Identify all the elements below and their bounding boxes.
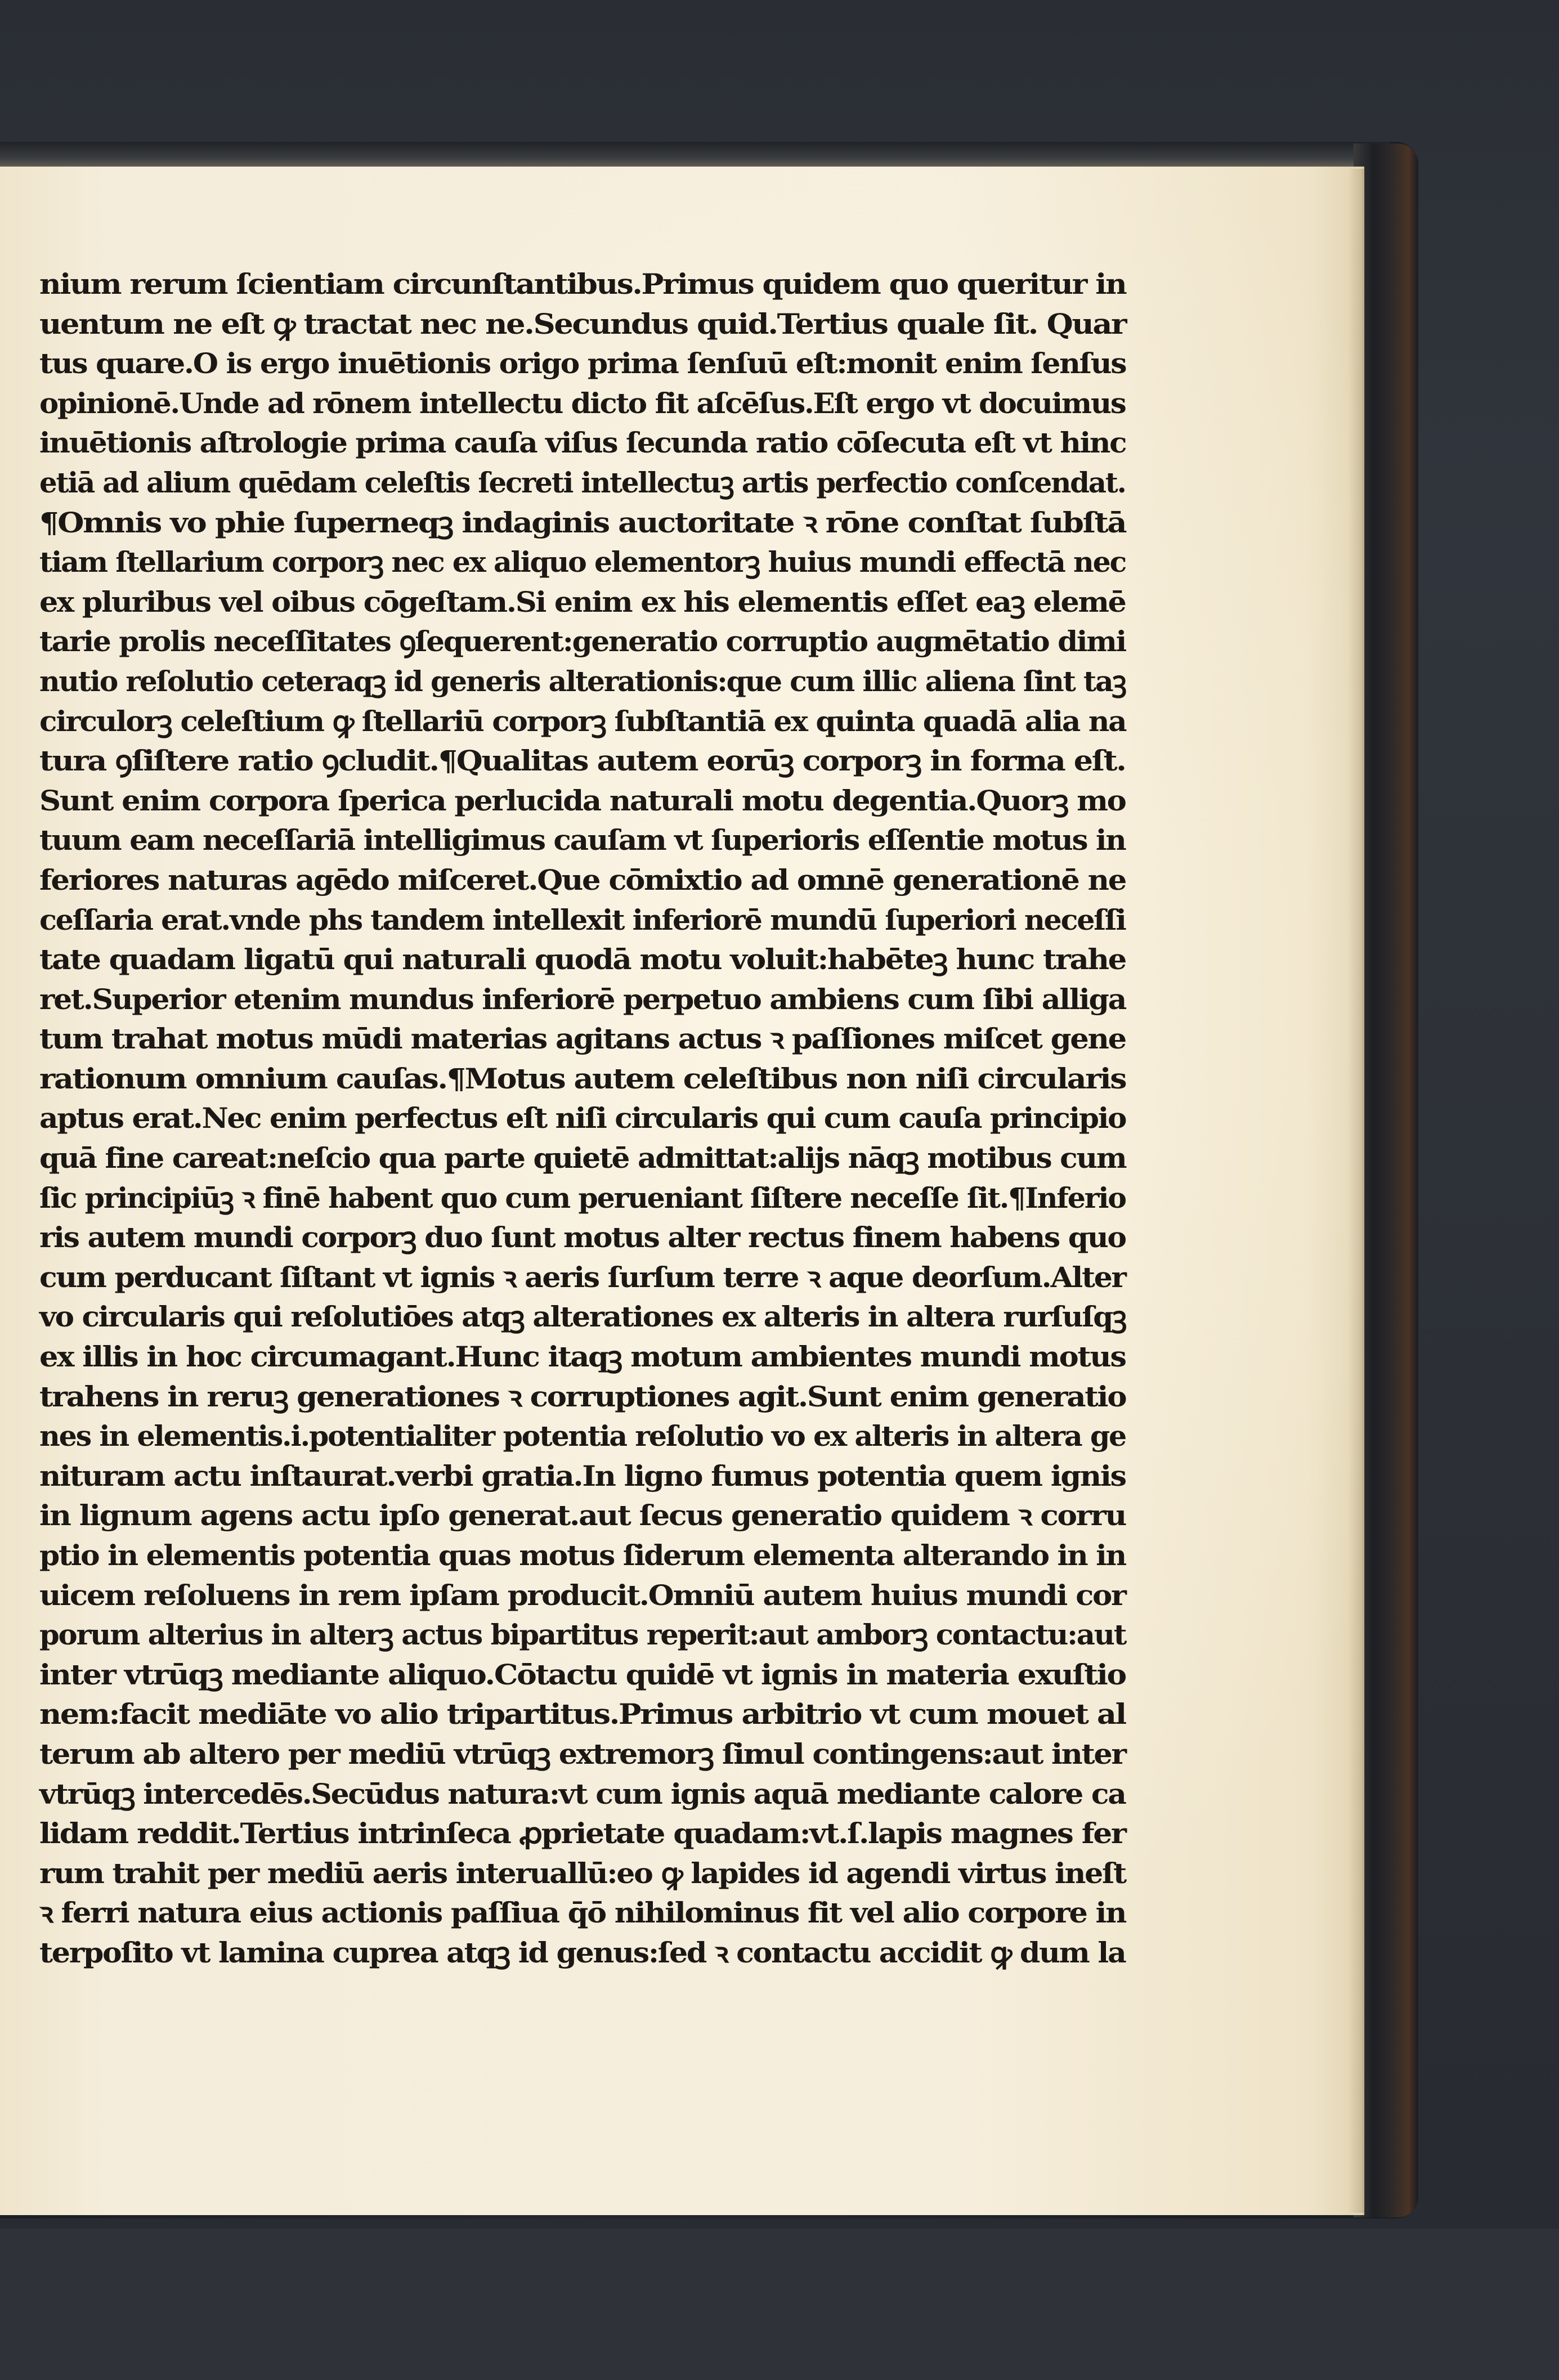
text-line: vtrūqꝫ intercedēs.Secūdus natura:vt cum ignis aquā mediante calore ca [39, 1777, 1126, 1810]
text-line: tiam ſtellarium corporꝫ nec ex aliquo elementorꝫ huius mundi effectā nec [39, 545, 1126, 579]
text-line: ret.Superior etenim mundus inferiorē perpetuo ambiens cum ſibi alliga [39, 982, 1126, 1016]
text-line: cum perducant ſiſtant vt ignis ꝛ aeris ſurſum terre ꝛ aque deorſum.Alter [39, 1260, 1126, 1294]
text-line: rum trahit per mediū aeris interuallū:eo ꝙ lapides id agendi virtus ineſt [39, 1856, 1126, 1890]
text-line: inter vtrūqꝫ mediante aliquo.Cōtactu quidē vt ignis in materia exuſtio [39, 1657, 1126, 1691]
book-cover-top-edge [0, 142, 1390, 169]
text-line: Sunt enim corpora ſperica perlucida naturali motu degentia.Quorꝫ mo [39, 783, 1126, 817]
text-line: nutio reſolutio ceteraqꝫ id generis alterationis:que cum illic aliena ſint taꝫ [39, 664, 1126, 698]
text-line: ceſſaria erat.vnde phs tandem intellexit inferiorē mundū ſuperiori neceſſi [39, 903, 1126, 936]
text-line: tum trahat motus mūdi materias agitans actus ꝛ paſſiones miſcet gene [39, 1022, 1126, 1056]
text-line: inuētionis aſtrologie prima cauſa viſus ſecunda ratio cōſecuta eſt vt hinc [39, 426, 1126, 460]
text-line: in lignum agens actu ipſo generat.aut ſecus generatio quidem ꝛ corru [39, 1499, 1126, 1532]
text-line: uicem reſoluens in rem ipſam producit.Omniū autem huius mundi cor [39, 1578, 1126, 1612]
text-line: nium rerum ſcientiam circunſtantibus.Primus quidem quo queritur in [39, 267, 1126, 301]
text-line: ris autem mundi corporꝫ duo ſunt motus alter rectus finem habens quo [39, 1221, 1126, 1254]
text-line: nes in elementis.i.potentialiter potentia reſolutio vo ex alteris in altera ge [39, 1419, 1126, 1453]
text-line: trahens in reruꝫ generationes ꝛ corruptiones agit.Sunt enim generatio [39, 1379, 1126, 1413]
text-line: aptus erat.Nec enim perfectus eſt niſi circularis qui cum cauſa principio [39, 1101, 1126, 1135]
text-line: tuum eam neceſſariā intelligimus cauſam vt ſuperioris eſſentie motus in [39, 823, 1126, 857]
text-line: porum alterius in alterꝫ actus bipartitus reperit:aut amborꝫ contactu:aut [39, 1618, 1126, 1652]
text-line: tura ꝯſiſtere ratio ꝯcludit.¶Qualitas autem eorūꝫ corporꝫ in forma eſt. [39, 744, 1126, 778]
table-surface [0, 2229, 1559, 2380]
text-line: etiā ad alium quēdam celeſtis ſecreti intellectuꝫ artis perfectio conſcendat. [39, 465, 1126, 499]
text-line: vo circularis qui reſolutiōes atqꝫ alterationes ex alteris in altera rurſuſqꝫ [39, 1300, 1126, 1334]
text-line: tarie prolis neceſſitates ꝯſequerent:generatio corruptio augmētatio dimi [39, 625, 1126, 658]
text-line: ptio in elementis potentia quas motus ſiderum elementa alterando in in [39, 1539, 1126, 1572]
text-line: ex illis in hoc circumagant.Hunc itaqꝫ motum ambientes mundi motus [39, 1340, 1126, 1374]
text-line: terpoſito vt lamina cuprea atqꝫ id genus:ſed ꝛ contactu accidit ꝙ dum la [39, 1935, 1126, 1969]
text-line: uentum ne eſt ꝙ tractat nec ne.Secundus quid.Tertius quale ſit. Quar [39, 307, 1126, 340]
text-line: rationum omnium cauſas.¶Motus autem celeſtibus non niſi circularis [39, 1061, 1126, 1095]
text-line: opinionē.Unde ad rōnem intellectu dicto fit aſcēſus.Eſt ergo vt docuimus [39, 386, 1126, 420]
text-line: tate quadam ligatū qui naturali quodā motu voluit:habēteꝫ hunc trahe [39, 943, 1126, 976]
text-line: tus quare.O is ergo inuētionis origo prima ſenſuū eſt:monit enim ſenſus [39, 347, 1126, 380]
text-line: ꝛ ferri natura eius actionis paſſiua q̄ō nihilominus fit vel alio corpore in [39, 1896, 1126, 1930]
text-line: nem:facit mediāte vo alio tripartitus.Primus arbitrio vt cum mouet al [39, 1697, 1126, 1731]
text-line: circulorꝫ celeſtium ꝙ ſtellariū corporꝫ ſubſtantiā ex quinta quadā alia na [39, 704, 1126, 738]
text-line: feriores naturas agēdo miſceret.Que cōmixtio ad omnē generationē ne [39, 863, 1126, 897]
text-line: ſic principiūꝫ ꝛ finē habent quo cum perueniant ſiſtere neceſſe ſit.¶Inferio [39, 1181, 1126, 1214]
text-line: ex pluribus vel oibus cōgeſtam.Si enim ex his elementis eſſet eaꝫ elemē [39, 585, 1126, 618]
text-line: nituram actu inſtaurat.verbi gratia.In ligno fumus potentia quem ignis [39, 1459, 1126, 1492]
text-line: lidam reddit.Tertius intrinſeca ꝓprietate quadam:vt.ſ.lapis magnes fer [39, 1817, 1126, 1850]
text-line: terum ab altero per mediū vtrūqꝫ extremorꝫ ſimul contingens:aut inter [39, 1737, 1126, 1771]
text-line: quā fine careat:neſcio qua parte quietē admittat:alijs nāqꝫ motibus cum [39, 1141, 1126, 1175]
text-line: ¶Omnis vo phie ſuperneqꝫ indaginis auctoritate ꝛ rōne conſtat ſubſtā [39, 505, 1126, 539]
page-edge-shadow [1348, 169, 1365, 2213]
page-text-block [39, 265, 1126, 1973]
